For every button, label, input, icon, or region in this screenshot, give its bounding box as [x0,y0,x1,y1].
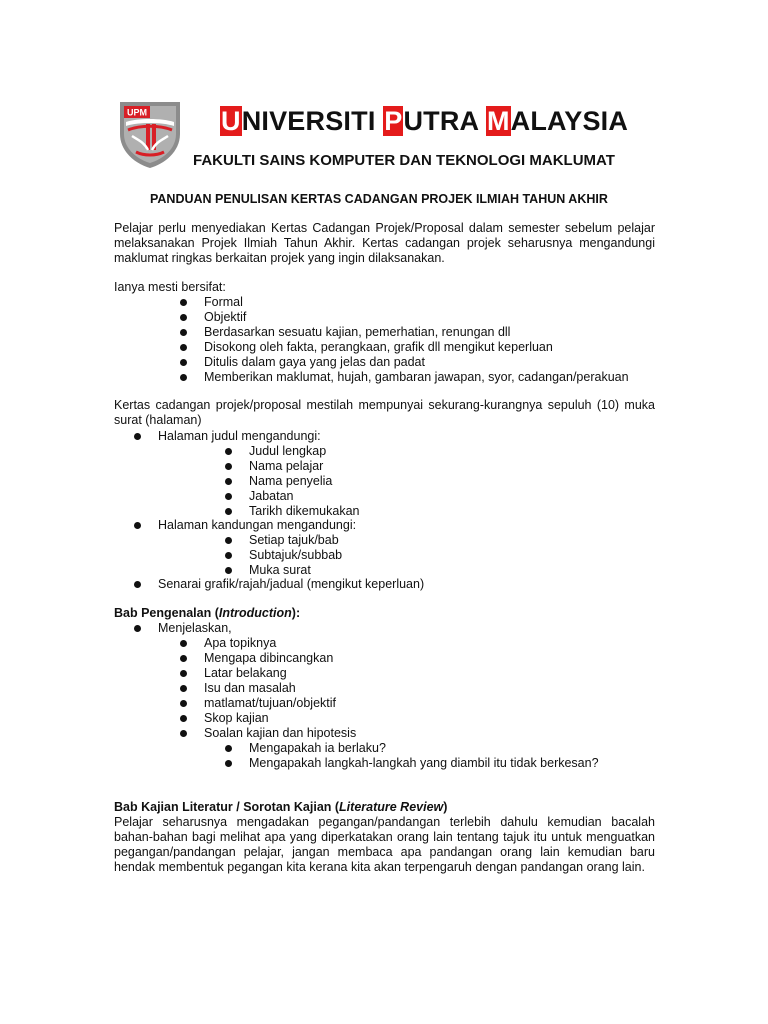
bullet-icon [180,344,187,351]
bullet-icon [180,670,187,677]
list-item: Halaman judul mengandungi: [158,429,321,444]
bullet-icon [180,299,187,306]
faculty-name: FAKULTI SAINS KOMPUTER DAN TEKNOLOGI MAKLUMAT [193,152,615,169]
list-item: Mengapakah ia berlaku? [249,741,599,756]
intro-line: melaksanakan Projek Ilmiah Tahun Akhir. Kertas cadangan projek seharusnya mengandungi [114,236,655,250]
university-word-2: UTRA [403,106,486,136]
introduction-label-block [158,621,232,636]
bullet-icon [225,745,232,752]
title-page-block [158,429,321,444]
bullet-icon [225,552,232,559]
svg-text:UPM: UPM [127,107,147,118]
list-item: Judul lengkap [249,444,359,459]
bullet-icon [225,493,232,500]
university-name [220,106,628,137]
bullet-icon [225,760,232,767]
literature-line: pegangan/pandangan pelajar, jangan membaca apa pandangan orang lain kemudian baru [114,845,655,859]
list-item: Skop kajian [204,711,356,726]
bullet-icon [180,730,187,737]
list-item: Muka surat [249,563,342,578]
bullet-icon [180,359,187,366]
nature-label: Ianya mesti bersifat: [114,280,226,294]
nature-list [204,295,629,385]
contents-page-list [249,533,342,578]
list-item: Ditulis dalam gaya yang jelas dan padat [204,355,629,370]
bullet-icon [180,685,187,692]
list-item: Berdasarkan sesuatu kajian, pemerhatian, renungan dll [204,325,629,340]
list-item: Mengapakah langkah-langkah yang diambil itu tidak berkesan? [249,756,599,771]
bullet-icon [180,329,187,336]
bullet-icon [225,567,232,574]
bullet-icon [225,537,232,544]
list-item: Objektif [204,310,629,325]
introduction-sub-list [249,741,599,771]
university-initial-p: P [384,106,403,136]
list-item: Halaman kandungan mengandungi: [158,518,356,533]
list-item: Jabatan [249,489,359,504]
list-item: Isu dan masalah [204,681,356,696]
university-word-1: NIVERSITI [241,106,384,136]
literature-heading: Bab Kajian Literatur / Sorotan Kajian (Literature Review) [114,800,448,814]
literature-paragraph [114,815,655,875]
introduction-heading: Bab Pengenalan (Introduction): [114,606,301,620]
introduction-list [204,636,356,741]
bullet-icon [180,700,187,707]
university-initial-m: M [486,106,510,136]
pages-line: Kertas cadangan projek/proposal mestilah mempunyai sekurang-kurangnya sepuluh (10) muka [114,398,655,412]
list-page-block [158,577,424,592]
university-word-3: ALAYSIA [510,106,629,136]
bullet-icon [134,522,141,529]
list-item: Nama pelajar [249,459,359,474]
list-item: Mengapa dibincangkan [204,651,356,666]
bullet-icon [225,463,232,470]
list-item: Soalan kajian dan hipotesis [204,726,356,741]
pages-paragraph [114,398,655,428]
list-item: Latar belakang [204,666,356,681]
literature-line: bahan-bahan bagi melihat apa yang diperkatakan orang lain tentang tajuk itu untuk menguatkan [114,830,655,844]
intro-paragraph [114,221,655,266]
title-page-list [249,444,359,519]
pages-line: surat (halaman) [114,413,202,427]
bullet-icon [180,640,187,647]
literature-line: hendak membentuk pegangan kita kerana kita akan terpengaruh dengan pandangan orang lain. [114,860,645,874]
list-item: Menjelaskan, [158,621,232,636]
list-item: Formal [204,295,629,310]
bullet-icon [180,314,187,321]
bullet-icon [180,374,187,381]
bullet-icon [134,433,141,440]
list-item: Disokong oleh fakta, perangkaan, grafik dll mengikut keperluan [204,340,629,355]
list-item: Tarikh dikemukakan [249,504,359,519]
upm-logo [118,100,182,170]
list-item: Setiap tajuk/bab [249,533,342,548]
bullet-icon [225,508,232,515]
bullet-icon [180,655,187,662]
university-initial-u: U [221,106,241,136]
contents-page-block [158,518,356,533]
list-item: Memberikan maklumat, hujah, gambaran jawapan, syor, cadangan/perakuan [204,370,629,385]
intro-line: maklumat ringkas berkaitan projek yang ingin dilaksanakan. [114,251,445,265]
document-title: PANDUAN PENULISAN KERTAS CADANGAN PROJEK ILMIAH TAHUN AKHIR [150,192,608,206]
list-item: Nama penyelia [249,474,359,489]
list-item: matlamat/tujuan/objektif [204,696,356,711]
literature-line: Pelajar seharusnya mengadakan pegangan/pandangan terlebih dahulu kemudian bacalah [114,815,655,829]
list-item: Subtajuk/subbab [249,548,342,563]
list-item: Apa topiknya [204,636,356,651]
bullet-icon [225,478,232,485]
bullet-icon [134,581,141,588]
list-item: Senarai grafik/rajah/jadual (mengikut keperluan) [158,577,424,592]
intro-line: Pelajar perlu menyediakan Kertas Cadangan Projek/Proposal dalam semester sebelum pelajar [114,221,655,235]
bullet-icon [180,715,187,722]
bullet-icon [134,625,141,632]
bullet-icon [225,448,232,455]
